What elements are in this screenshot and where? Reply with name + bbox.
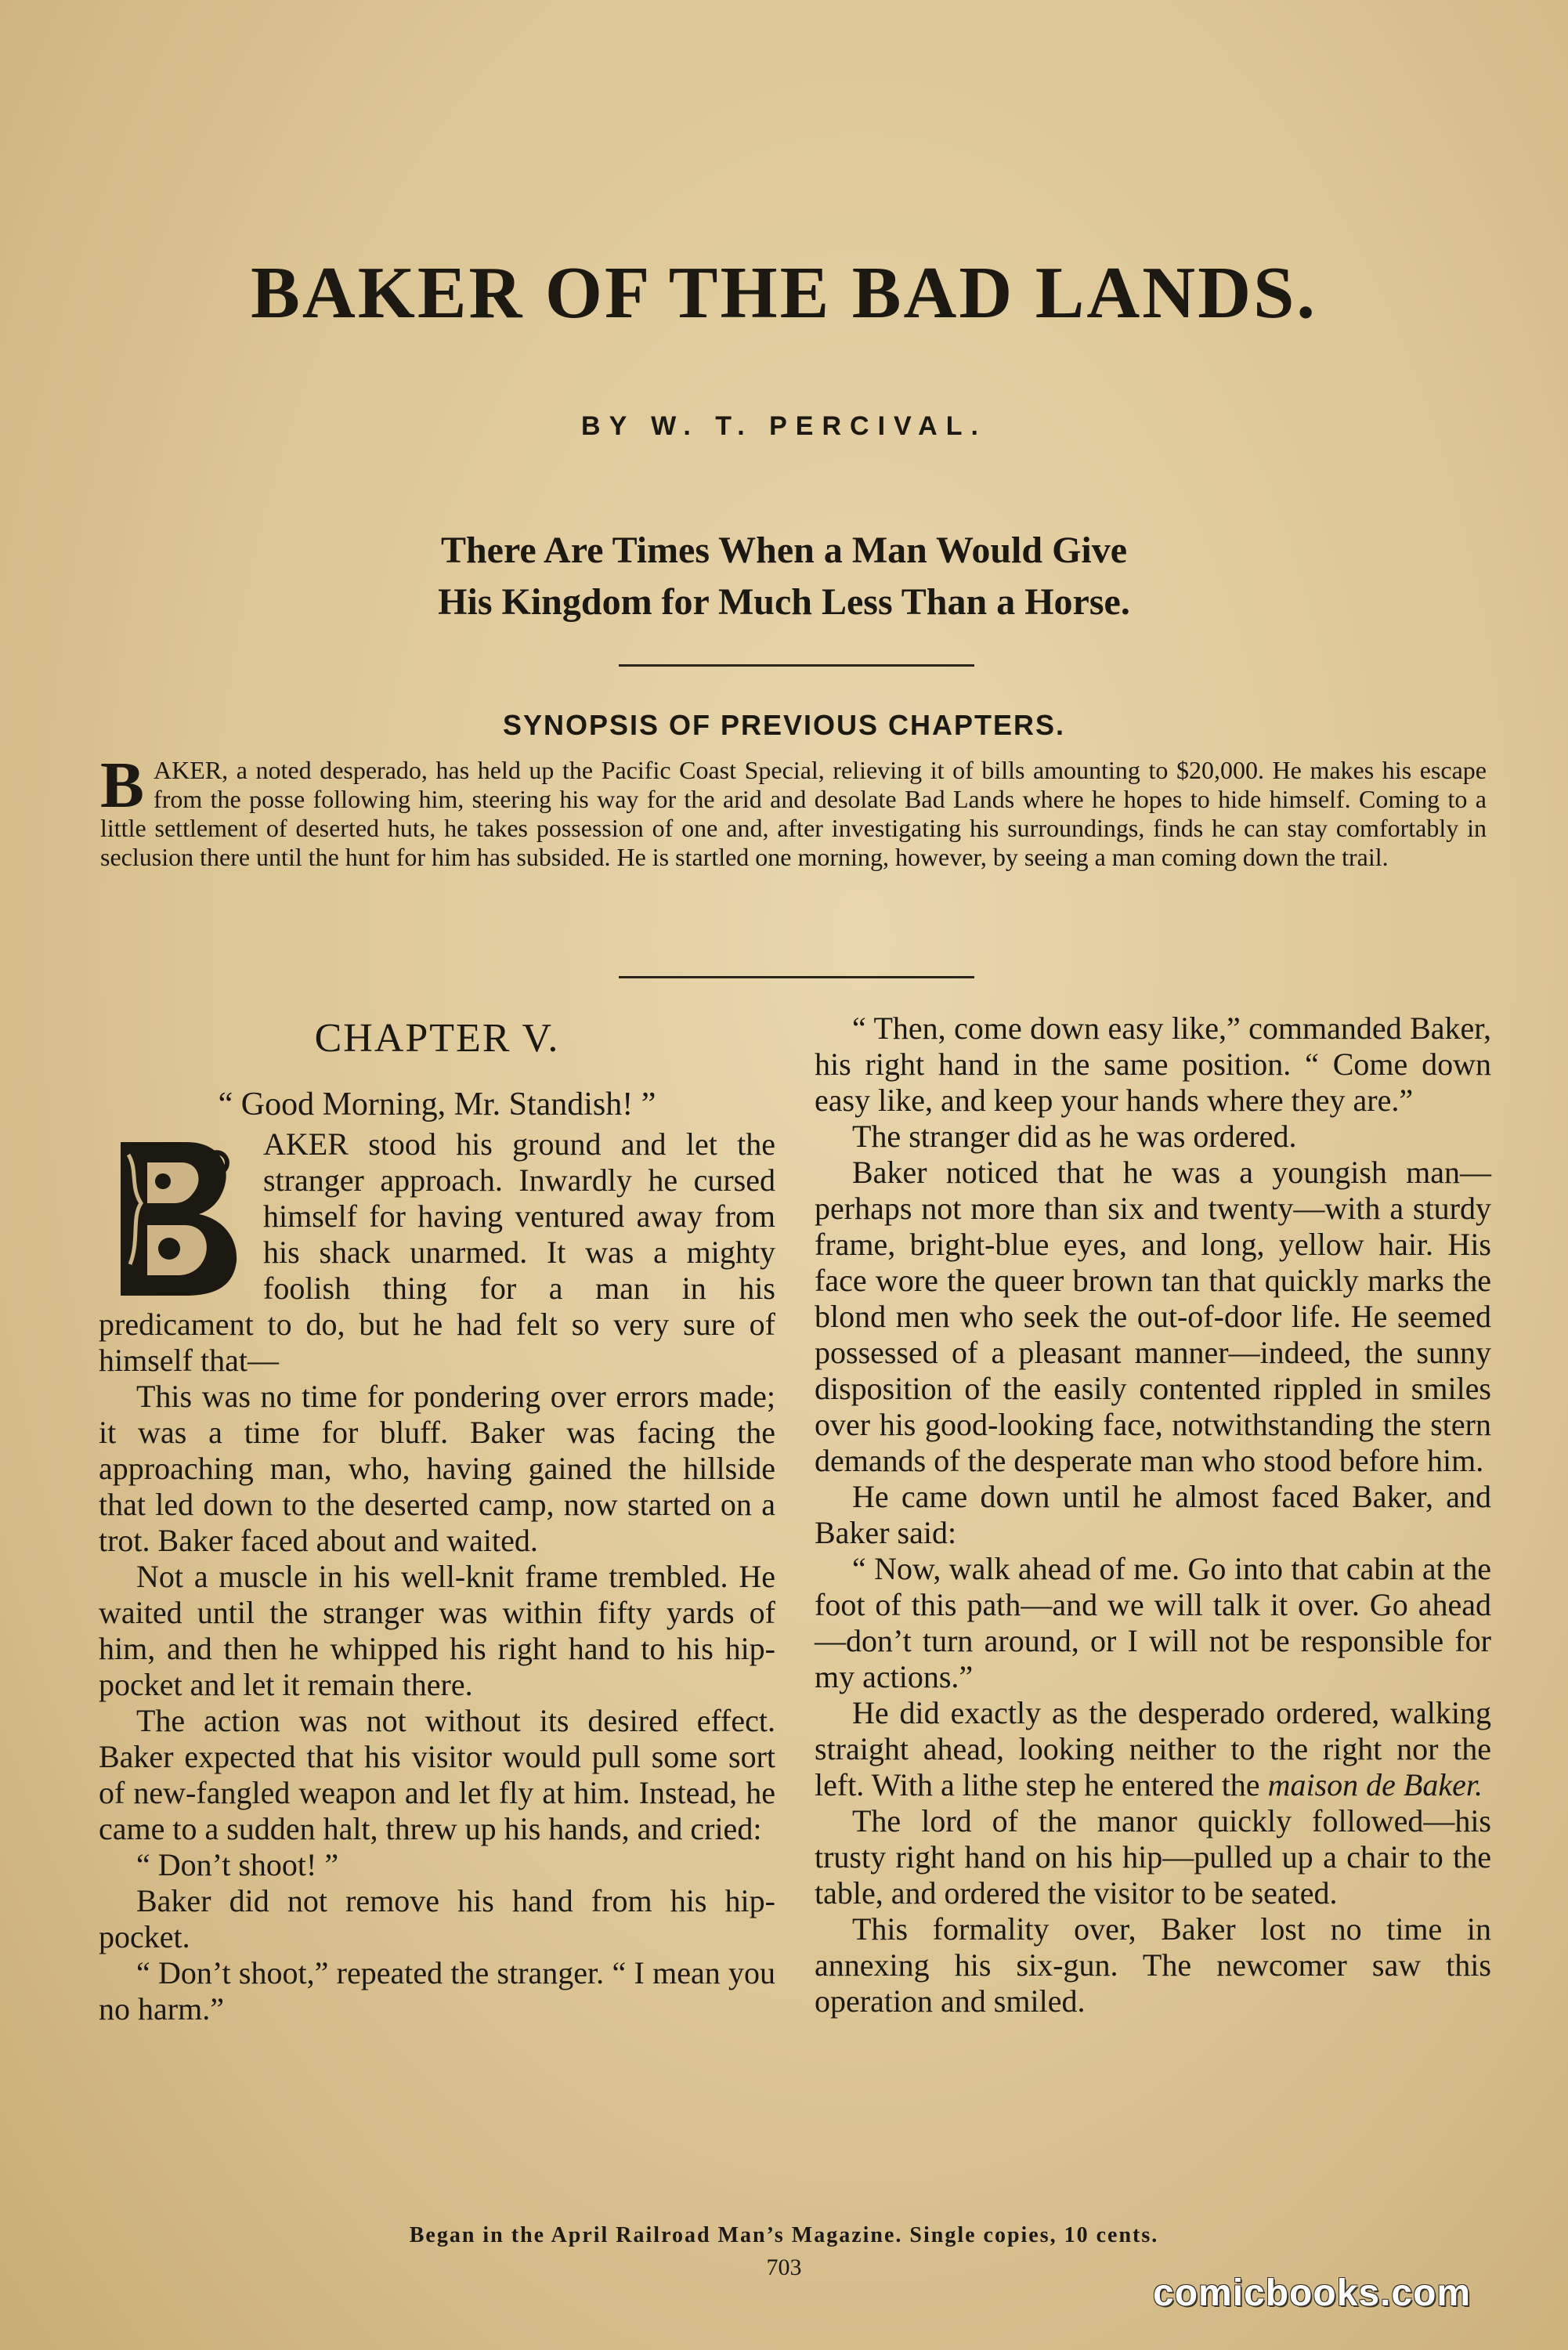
paragraph: The lord of the manor quickly followed—his trusty right hand on his hip—pulled up a chair to the table, and ordered the visitor to be seated.	[815, 1803, 1491, 1911]
right-column	[815, 1010, 1491, 2019]
paragraph: “ Now, walk ahead of me. Go into that cabin at the foot of this path—and we will talk it over. Go ahead—don’t turn around, or I will not be responsible for my actions.”	[815, 1551, 1491, 1694]
left-column	[99, 1010, 775, 2027]
watermark: comicbooks.com	[1153, 2272, 1472, 2314]
footer-note: Began in the April Railroad Man’s Magazine. Single copies, 10 cents.	[409, 2223, 1159, 2247]
paragraph: This formality over, Baker lost no time in annexing his six-gun. The newcomer saw this operation and smiled.	[815, 1911, 1491, 2019]
divider-rule	[619, 976, 974, 978]
paragraph: Baker did not remove his hand from his hip-pocket.	[99, 1883, 775, 1954]
subtitle-line-1: There Are Times When a Man Would Give	[440, 530, 1128, 571]
page-number: 703	[766, 2254, 802, 2280]
chapter-title: CHAPTER V.	[314, 1016, 560, 1061]
first-paragraph	[99, 1126, 775, 1379]
paragraph: This was no time for pondering over errors made; it was a time for bluff. Baker was facing the approaching man, who, having gained the hillside that led down to the deserted camp, now started on a trot. Baker faced about and waited.	[99, 1379, 775, 1558]
synopsis-heading: SYNOPSIS OF PREVIOUS CHAPTERS.	[502, 709, 1066, 741]
paragraph: “ Don’t shoot! ”	[136, 1847, 339, 1882]
paragraph: Baker noticed that he was a youngish man—perhaps not more than six and twenty—with a sturdy frame, bright-blue eyes, and long, yellow hair. His face wore the queer brown tan that quickly marks the blond men who seek the out-of-door life. He seemed possessed of a pleasant manner—indeed, the sunny disposition of the easily contented rippled in smiles over his good-looking face, notwithstanding the stern demands of the desperate man who stood before him.	[815, 1155, 1491, 1478]
article-title: BAKER OF THE BAD LANDS.	[251, 252, 1317, 334]
paragraph: “ Then, come down easy like,” commanded Baker, his right hand in the same position. “ Come down easy like, and keep your hands where they are.”	[815, 1010, 1491, 1118]
paragraph: The action was not without its desired effect. Baker expected that his visitor would pull some sort of new-fangled weapon and let fly at him. Instead, he came to a sudden halt, threw up his hands, and cried:	[99, 1703, 775, 1846]
subtitle-line-2: His Kingdom for Much Less Than a Horse.	[438, 581, 1130, 623]
synopsis-block	[100, 749, 1487, 872]
article-subtitle	[0, 525, 1568, 628]
paragraph: Not a muscle in his well-knit frame trembled. He waited until the stranger was within fifty yards of him, and then he whipped his right hand to his hip-pocket and let it remain there.	[99, 1559, 775, 1702]
divider-rule	[619, 664, 974, 667]
first-paragraph-text: AKER stood his ground and let the stranger approach. Inwardly he cursed himself for having ventured away from his shack unarmed. It was a mighty foolish thing for a man in his predicament to do, but he had felt so very sure of himself that—	[99, 1126, 775, 1378]
chapter-subtitle: “ Good Morning, Mr. Standish! ”	[218, 1086, 656, 1123]
italic-phrase: maison de Baker.	[1267, 1767, 1483, 1802]
paragraph-with-italic	[815, 1695, 1491, 1803]
byline: BY W. T. PERCIVAL.	[581, 411, 987, 441]
paragraph: “ Don’t shoot,” repeated the stranger. “ I mean you no harm.”	[99, 1955, 775, 2026]
paragraph: The stranger did as he was ordered.	[852, 1119, 1297, 1154]
paragraph-text: He did exactly as the desperado ordered, walking straight ahead, looking neither to the right nor the left. With a lithe step he entered the	[815, 1695, 1491, 1802]
synopsis-text: AKER, a noted desperado, has held up the Pacific Coast Special, relieving it of bills amounting to $20,000. He makes his escape from the posse following him, steering his way for the arid and desolate Bad Lands where he hopes to hide himself. Coming to a little settlement of deserted huts, he takes possession of one and, after investigating his surroundings, finds he can stay comfortably in seclusion there until the hunt for him has subsided. He is startled one morning, however, by seeing a man coming down the trail.	[100, 756, 1487, 871]
synopsis-initial: B	[100, 749, 145, 822]
ornamental-dropcap	[107, 1131, 246, 1303]
ornamental-b-icon	[107, 1131, 246, 1303]
paragraph: He came down until he almost faced Baker, and Baker said:	[815, 1479, 1491, 1550]
